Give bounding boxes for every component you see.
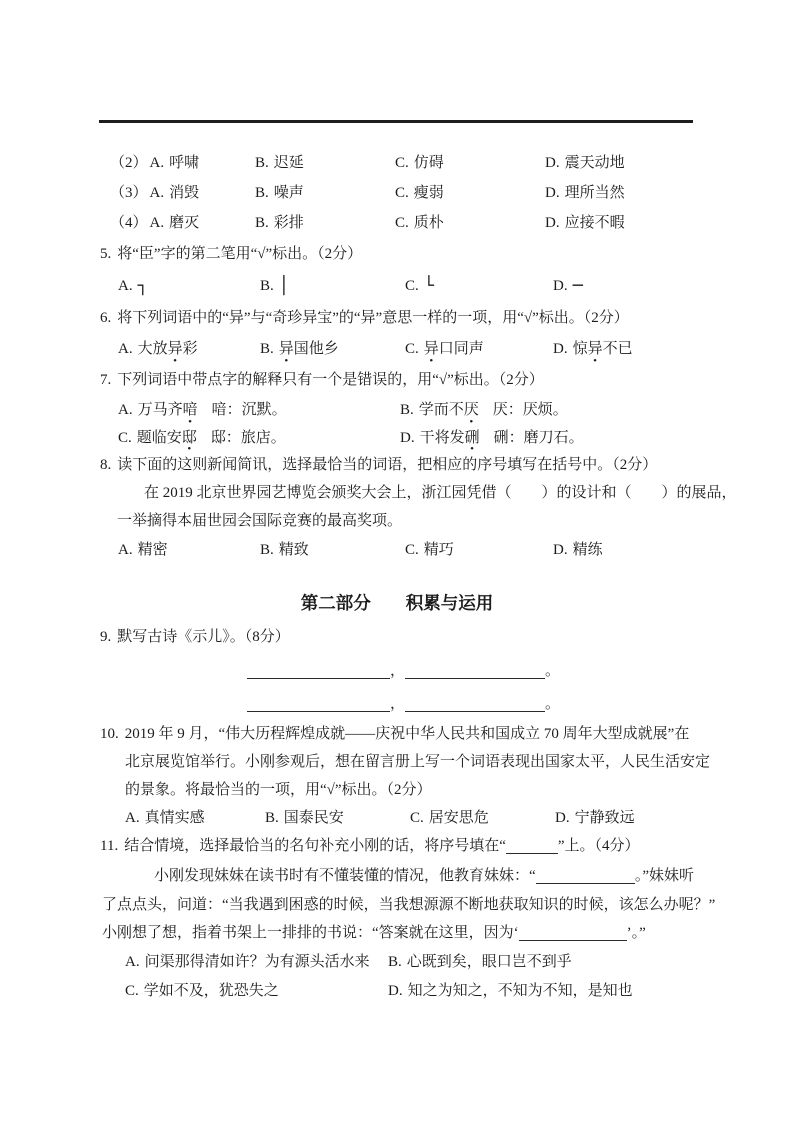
option-text: 惊 [572, 341, 588, 357]
option-text: 学而不 [418, 402, 464, 418]
punctuation: 。 [545, 696, 561, 712]
option-text: 噪声 [273, 185, 304, 201]
option-cell [118, 429, 400, 447]
option-letter: C. [395, 185, 409, 201]
gloss-text: 厌：厌烦。 [492, 402, 568, 418]
option-letter: B. [260, 542, 274, 558]
option-cell [553, 340, 633, 358]
option-cell [405, 340, 553, 358]
emphasized-char: 异 • [279, 340, 294, 358]
option-cell [395, 214, 545, 232]
word-row-3 [100, 178, 694, 208]
section-title: 第二部分 积累与运用 [300, 592, 494, 613]
paragraph-text: 小刚发现妹妹在读书时有不懂装懂的情况，他教育妹妹：“ [154, 867, 536, 884]
option-letter: C. [405, 542, 419, 558]
section-heading [100, 586, 694, 620]
answer-blank [519, 925, 627, 941]
answer-blank [405, 663, 545, 679]
emphasized-char: 邸 • [182, 429, 197, 447]
q11-options-cd [100, 976, 694, 1005]
q7-options-cd [100, 424, 694, 451]
option-cell [118, 401, 400, 419]
option-cell [260, 541, 405, 559]
option-cell [405, 541, 553, 559]
option-text: 国泰民安 [283, 810, 344, 826]
question-text: 北京展览馆举行。小刚参观后，想在留言册上写一个词语表现出国家太平，人民生活安定 [125, 754, 711, 770]
option-cell [388, 953, 572, 971]
option-cell [260, 340, 405, 358]
option-cell [125, 809, 265, 827]
q11-paragraph-line2 [100, 891, 716, 919]
option-text: 震天动地 [564, 155, 625, 171]
question-number: 11. [100, 838, 119, 854]
option-letter: C. [405, 277, 419, 294]
option-letter: D. [553, 341, 568, 357]
option-cell [545, 214, 625, 232]
question-text: 将下列词语中的“异”与“奇珍异宝”的“异”意思一样的一项，用“√”标出。（2分） [117, 310, 629, 326]
option-letter: B. [265, 810, 279, 826]
exam-content [100, 148, 737, 1005]
option-letter: B. [255, 185, 269, 201]
option-text: 磨灭 [169, 215, 200, 231]
question-number: 7. [100, 372, 112, 388]
option-cell [555, 809, 635, 827]
option-text: 口同声 [438, 341, 484, 357]
question-text: 默写古诗《示儿》。（8分） [117, 629, 290, 645]
item-number: （4） [110, 215, 148, 231]
option-text: 精练 [572, 542, 603, 558]
option-cell [118, 541, 260, 559]
option-letter: A. [118, 341, 133, 357]
emphasized-char: 异 • [588, 340, 603, 358]
question-text: 读下面的这则新闻简讯，选择最恰当的词语，把相应的序号填写在括号中。（2分） [117, 457, 658, 473]
gloss-text: 邸：旅店。 [210, 429, 286, 446]
q5-options [100, 270, 694, 302]
emphasized-char: 异 • [168, 340, 183, 358]
q11-paragraph-line1 [100, 860, 694, 891]
q10-line3 [100, 776, 694, 804]
option-text: 真情实感 [144, 810, 205, 826]
answer-blank [247, 663, 390, 679]
header-rule [99, 120, 693, 123]
q11-paragraph-line3 [100, 919, 694, 947]
option-cell [125, 953, 388, 971]
option-cell [388, 982, 633, 1000]
question-text: 下列词语中带点字的解释只有一个是错误的，用“√”标出。（2分） [117, 372, 544, 388]
question-number: 9. [100, 629, 112, 645]
q9-stem [100, 620, 694, 654]
option-letter: C. [395, 155, 409, 171]
option-letter: A. [125, 953, 140, 970]
q10-options [100, 804, 694, 832]
option-text: 质朴 [413, 215, 444, 231]
option-text: 大放 [137, 341, 168, 357]
option-letter: D. [545, 215, 560, 231]
option-letter: D. [555, 810, 570, 826]
option-text: 干将发 [419, 429, 465, 446]
word-row-2 [100, 148, 694, 178]
q10-line2 [100, 748, 711, 776]
punctuation: ， [390, 696, 406, 712]
stroke-glyph: └ [423, 275, 435, 296]
emphasized-char: 硎 • [465, 429, 480, 447]
option-cell [400, 401, 568, 419]
option-letter: A. [118, 277, 133, 294]
option-letter: B. [260, 277, 274, 294]
q10-line1 [100, 720, 694, 748]
option-text: 呼啸 [169, 155, 200, 171]
option-cell [405, 276, 553, 296]
option-letter: D. [388, 982, 403, 999]
question-number: 10. [100, 726, 119, 742]
option-letter: B. [400, 402, 414, 418]
question-number: 6. [100, 310, 112, 326]
q6-stem [100, 302, 694, 334]
question-number: 5. [100, 246, 112, 262]
answer-blank [405, 696, 545, 712]
option-cell [553, 541, 603, 559]
option-letter: A. [125, 810, 140, 826]
option-cell [110, 214, 255, 232]
option-cell [118, 340, 260, 358]
q6-options [100, 334, 694, 364]
q8-paragraph-line1 [100, 479, 737, 507]
option-cell [255, 214, 395, 232]
question-number: 8. [100, 457, 112, 473]
option-cell [400, 429, 584, 447]
question-text: 结合情境，选择最恰当的名句补充小刚的话，将序号填在“ [124, 838, 506, 854]
option-text: 瘦弱 [413, 185, 444, 201]
option-text: 宁静致远 [574, 810, 635, 826]
option-letter: C. [395, 215, 409, 231]
paragraph-text: ’。” [626, 925, 646, 941]
q7-options-ab [100, 396, 694, 424]
question-text: ”上。（4分） [557, 838, 640, 854]
option-letter: A. [149, 155, 165, 171]
option-text: 不已 [602, 341, 633, 357]
option-cell [553, 276, 583, 296]
option-text: 精致 [278, 542, 309, 558]
option-text: 精密 [137, 542, 168, 558]
q7-stem [100, 364, 694, 396]
paragraph-text: 小刚想了想，指着书架上一排排的书说：“答案就在这里，因为‘ [102, 925, 519, 941]
option-letter: B. [388, 953, 402, 970]
option-text: 学如不及，犹恐失之 [143, 982, 279, 999]
option-letter: D. [545, 155, 560, 171]
paragraph-text: 了点点头，问道：“当我遇到困惑的时候，当我想源源不断地获取知识的时候，该怎么办呢？” [102, 897, 716, 913]
q5-stem [100, 238, 694, 270]
option-letter: B. [255, 155, 269, 171]
paragraph-text: 。”妹妹听 [634, 867, 694, 884]
option-text: 问渠那得清如许？为有源头活水来 [144, 953, 370, 970]
option-cell [118, 276, 260, 296]
option-text: 心既到矣，眼口岂不到乎 [406, 953, 572, 970]
option-letter: C. [125, 982, 139, 999]
stroke-glyph: ┐ [137, 275, 148, 296]
option-cell [255, 154, 395, 172]
option-cell [545, 184, 625, 202]
q8-options [100, 534, 694, 566]
option-cell [125, 982, 388, 1000]
emphasized-char: 喑 • [183, 401, 198, 419]
option-text: 精巧 [423, 542, 454, 558]
option-letter: B. [255, 215, 269, 231]
option-cell [110, 184, 255, 202]
q9-answer-line-2 [100, 688, 694, 720]
question-text: 将“臣”字的第二笔用“√”标出。（2分） [117, 246, 363, 262]
option-text: 应接不暇 [564, 215, 625, 231]
item-number: （2） [110, 155, 148, 171]
gloss-text: 硎：磨刀石。 [493, 429, 584, 446]
option-letter: A. [149, 185, 165, 201]
option-text: 知之为知之，不知为不知，是知也 [407, 982, 633, 999]
punctuation: ， [390, 663, 406, 679]
option-text: 国他乡 [293, 341, 339, 357]
option-cell [545, 154, 625, 172]
punctuation: 。 [545, 663, 561, 679]
paragraph-text: 一举摘得本届世园会国际竞赛的最高奖项。 [117, 512, 403, 529]
question-text: 2019 年 9 月，“伟大历程辉煌成就——庆祝中华人民共和国成立 70 周年大型成就展”在 [124, 726, 690, 742]
option-cell [265, 809, 410, 827]
q8-paragraph-line2 [100, 507, 694, 534]
option-letter: A. [118, 542, 133, 558]
option-text: 彩 [182, 341, 198, 357]
emphasized-char: 异 • [424, 340, 439, 358]
option-text: 仿碍 [413, 155, 444, 171]
option-cell [255, 184, 395, 202]
item-number: （3） [110, 185, 148, 201]
option-cell [395, 154, 545, 172]
emphasized-char: 厌 • [464, 401, 479, 419]
question-text: 的景象。将最恰当的一项，用“√”标出。（2分） [125, 782, 432, 798]
option-letter: C. [405, 341, 419, 357]
option-text: 题临安 [136, 429, 182, 446]
q11-stem [100, 832, 694, 860]
option-text: 居安思危 [428, 810, 489, 826]
option-text: 消毁 [169, 185, 200, 201]
answer-blank [536, 868, 635, 884]
q9-answer-line-1 [100, 654, 694, 688]
stroke-glyph: ─ [572, 275, 583, 296]
option-text: 理所当然 [564, 185, 625, 201]
option-letter: C. [410, 810, 424, 826]
option-text: 彩排 [273, 215, 304, 231]
stroke-glyph: │ [278, 275, 290, 296]
option-text: 迟延 [273, 155, 304, 171]
option-cell [395, 184, 545, 202]
option-cell [410, 809, 555, 827]
option-letter: D. [553, 277, 568, 294]
option-text: 万马齐 [137, 402, 183, 418]
option-letter: D. [553, 542, 568, 558]
option-letter: C. [118, 429, 132, 446]
word-row-4 [100, 208, 694, 238]
q11-options-ab [100, 947, 694, 976]
option-cell [260, 276, 405, 296]
option-cell [110, 154, 255, 172]
option-letter: D. [545, 185, 560, 201]
gloss-text: 喑：沉默。 [211, 402, 287, 418]
option-letter: D. [400, 429, 415, 446]
option-letter: B. [260, 341, 274, 357]
answer-blank [247, 696, 390, 712]
option-letter: A. [118, 402, 133, 418]
paragraph-text: 在 2019 北京世界园艺博览会颁奖大会上，浙江园凭借（ ）的设计和（ ）的展品， [144, 485, 737, 501]
answer-blank [506, 838, 558, 854]
option-letter: A. [149, 215, 165, 231]
